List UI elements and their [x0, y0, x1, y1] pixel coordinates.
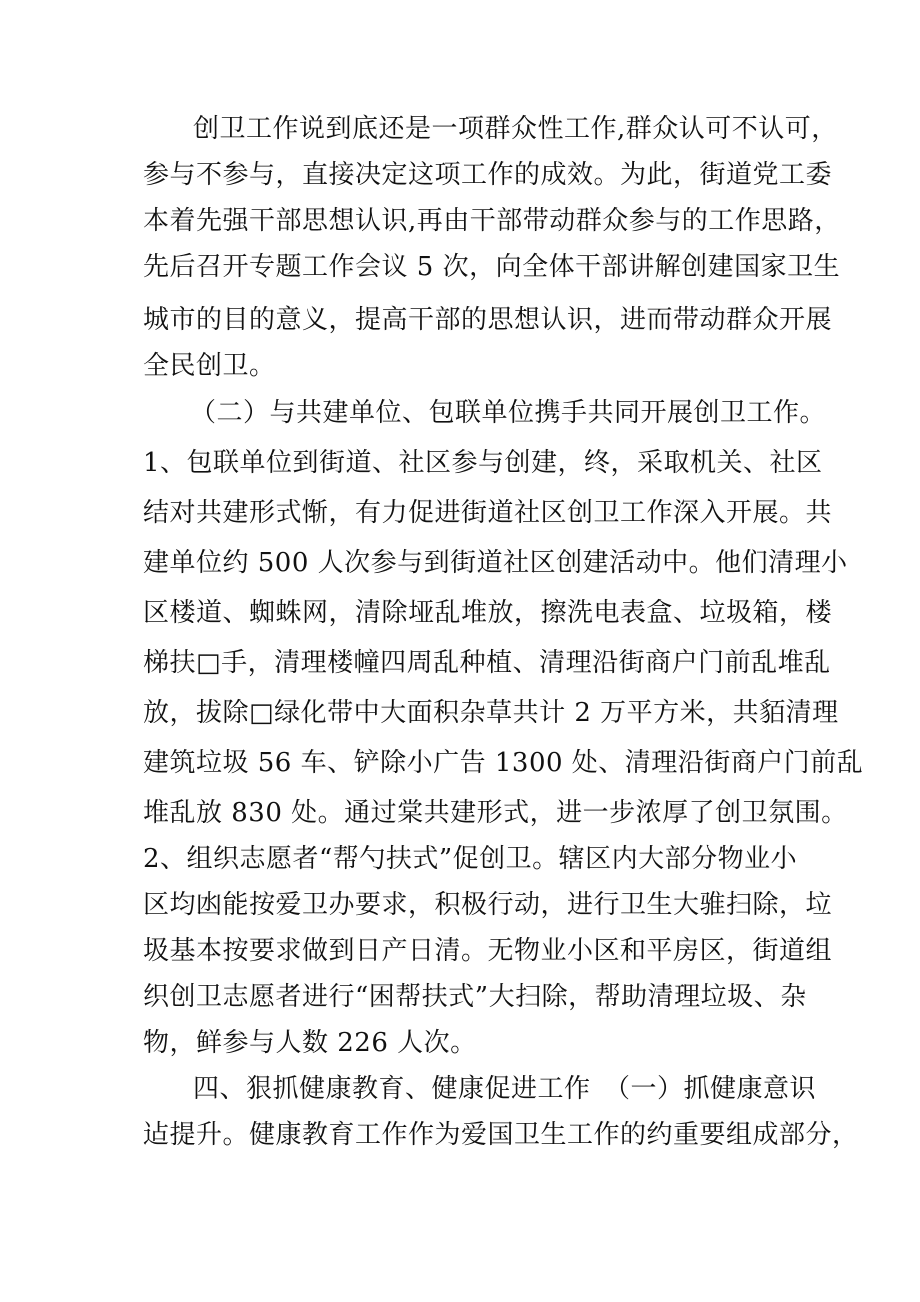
paragraph-line-15: 堆乱放 830 处。通过棠共建形式，进一步浓厚了创卫氛围。 — [143, 798, 848, 828]
paragraph-line-13: 放，拔除□绿化带中大面积杂草共计 2 万平方米，共貊清理 — [143, 698, 839, 728]
paragraph-line-19: 织创卫志愿者进行“困帮扶式”大扫除，帮助清理垃圾、杂 — [143, 982, 807, 1012]
paragraph-line-2: 参与不参与，直接决定这项工作的成效。为此，街道党工委 — [143, 160, 833, 190]
section-heading-2: （二）与共建单位、包联单位携手共同开展创卫工作。 — [190, 398, 827, 428]
paragraph-line-4: 先后召开专题工作会议 5 次，向全体干部讲解创建国家卫生 — [143, 252, 841, 282]
paragraph-line-8: 1、包联单位到街道、社区参与创建，终，采取机关、社区 — [143, 448, 823, 478]
paragraph-line-14: 建筑垃圾 56 车、铲除小广告 1300 处、清理沿街商户门前乱 — [143, 748, 864, 778]
paragraph-line-9: 结对共建形式惭，有力促进街道社区创卫工作深入开展。共 — [143, 498, 833, 528]
paragraph-line-6: 全民创卫。 — [143, 351, 276, 381]
paragraph-line-5: 城市的目的意义，提高干部的思想认识，进而带动群众开展 — [143, 305, 833, 335]
paragraph-line-22: 迠提升。健康教育工作作为爱国卫生工作的约重要组成部分， — [143, 1120, 859, 1150]
paragraph-line-18: 圾基本按要求做到日产日清。无物业小区和平房区，街道组 — [143, 936, 833, 966]
paragraph-line-3: 本着先强干部思想认识,再由干部带动群众参与的工作思路， — [143, 206, 841, 236]
paragraph-line-11: 区楼道、蜘蛛网，清除垭乱堆放，擦洗电表盒、垃圾箱，楼 — [143, 598, 833, 628]
section-heading-4: 四、狠抓健康教育、健康促进工作 （一）抓健康意识 — [193, 1074, 817, 1104]
paragraph-line-12: 梯扶□手，清理楼幢四周乱种植、清理沿街商户门前乱堆乱 — [143, 648, 831, 678]
paragraph-line-10: 建单位约 500 人次参与到街道社区创建活动中。他们清理小 — [143, 548, 848, 578]
paragraph-line-17: 区均凼能按爱卫办要求，积极行动，进行卫生大骓扫除，垃 — [143, 890, 833, 920]
paragraph-line-1: 创卫工作说到底还是一项群众性工作,群众认可不认可， — [193, 114, 838, 144]
paragraph-line-16: 2、组织志愿者“帮勺扶式”促创卫。辖区内大部分物业小 — [143, 844, 798, 874]
paragraph-line-20: 物，鲜参与人数 226 人次。 — [143, 1028, 477, 1058]
